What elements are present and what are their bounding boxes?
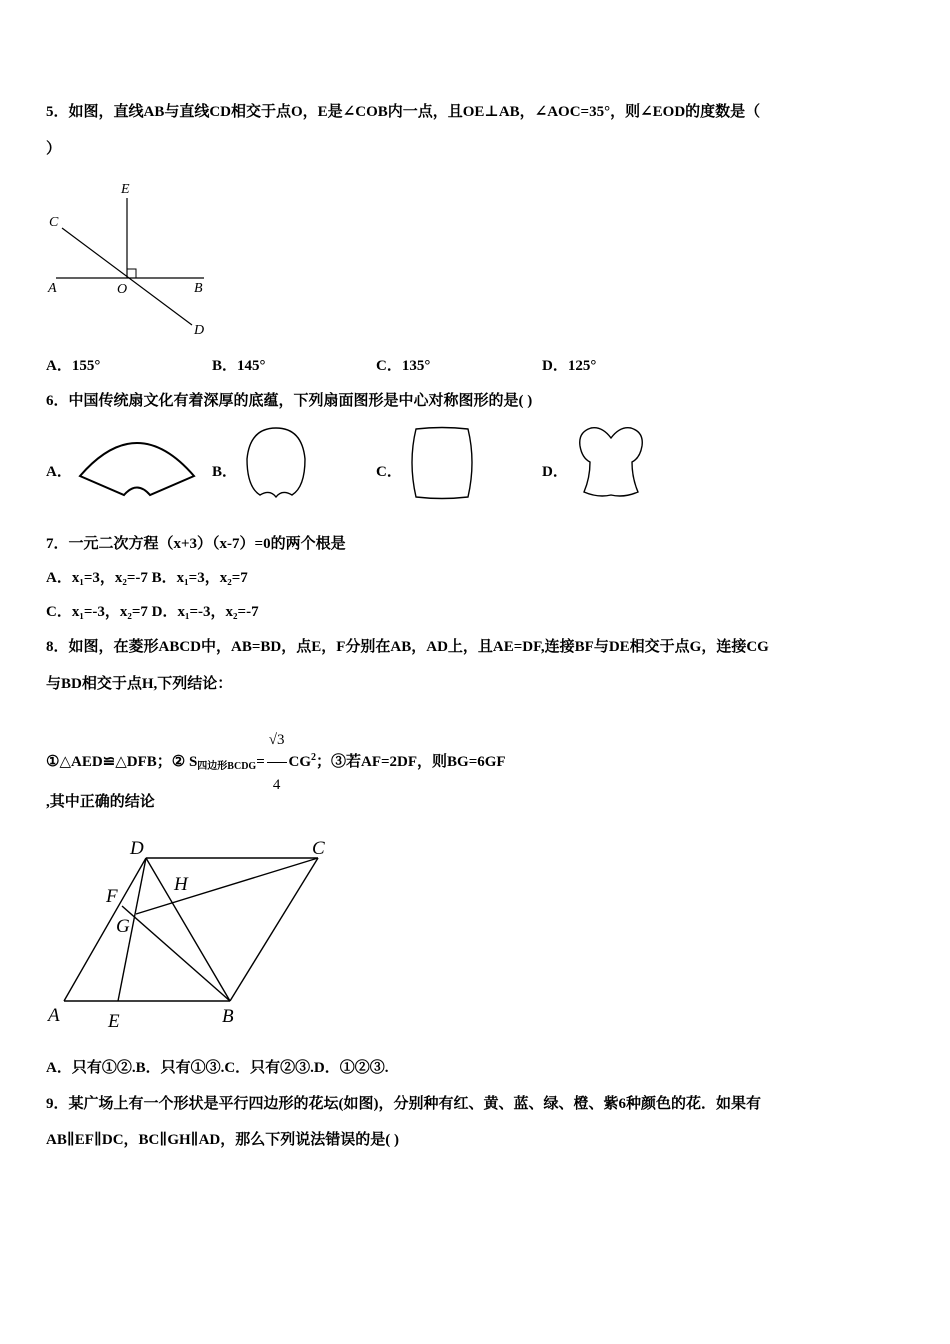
label-f: F (106, 886, 118, 907)
fraction (267, 718, 287, 807)
stmt-part2: CG (288, 753, 311, 770)
q9-text-line1: 9．某广场上有一个形状是平行四边形的花坛(如图)，分别种有红、黄、蓝、绿、橙、紫6种颜色的花．如果有 (46, 1096, 761, 1112)
stmt-part3: ；③若AF=2DF，则BG=6GF (316, 753, 506, 770)
label-c: C (49, 215, 59, 230)
q6-option-c: C． (376, 464, 402, 480)
label-g: G (116, 916, 130, 937)
q8-rhombus-figure (40, 830, 340, 1035)
label-e: E (121, 182, 130, 197)
right-angle-mark (127, 269, 136, 278)
q7-text: 7．一元二次方程（x+3）（x-7）=0的两个根是 (46, 536, 346, 552)
fan-shape-a (76, 430, 198, 502)
fraction-denominator: 4 (272, 777, 281, 793)
q6-option-a: A． (46, 464, 72, 480)
q6-option-d: D． (542, 464, 568, 480)
q7-options-row2: C．x₁=-3，x₂=7 D．x₁=-3，x₂=-7 (46, 604, 259, 620)
fan-shape-b (244, 425, 308, 501)
q5-text-line2: ） (46, 141, 62, 157)
label-e: E (108, 1011, 120, 1032)
q6-option-b: B． (212, 464, 238, 480)
label-c: C (312, 838, 325, 859)
label-b: B (194, 281, 203, 296)
q7-options-row1: A．x₁=3，x₂=-7 B．x₁=3，x₂=7 (46, 570, 248, 586)
label-d: D (194, 323, 205, 338)
q8-text-line1: 8．如图，在菱形ABCD中，AB=BD，点E，F分别在AB，AD上，且AE=DF,连接BF与DE相交于点G，连接CG (46, 639, 769, 655)
q5-option-a: A．155° (46, 358, 101, 374)
stmt-eq: = (256, 753, 265, 770)
q5-figure (40, 175, 230, 345)
q6-text: 6．中国传统扇文化有着深厚的底蕴，下列扇面图形是中心对称图形的是( ) (46, 393, 533, 409)
label-d: D (130, 838, 144, 859)
q8-text-line2: 与BD相交于点H,下列结论： (46, 676, 233, 692)
fan-shape-c (406, 424, 478, 502)
q5-option-c: C．135° (376, 358, 431, 374)
fraction-numerator: √3 (267, 718, 287, 763)
q5-option-b: B．145° (212, 358, 266, 374)
label-b: B (222, 1006, 234, 1027)
fan-shape-d (574, 424, 648, 500)
q9-text-line2: AB∥EF∥DC，BC∥GH∥AD，那么下列说法错误的是( ) (46, 1132, 400, 1148)
q5-option-d: D．125° (542, 358, 597, 374)
label-a: A (48, 1005, 60, 1026)
label-a: A (48, 281, 57, 296)
stmt-part1: ①△AED≌△DFB；② S (46, 753, 198, 770)
label-h: H (174, 874, 188, 895)
q8-text-line4: ,其中正确的结论 (46, 794, 155, 810)
q8-options: A．只有①②.B．只有①③.C．只有②③.D．①②③. (46, 1060, 389, 1076)
label-o: O (117, 282, 128, 297)
stmt-sup: 2 (311, 751, 316, 763)
q5-text-line1: 5．如图，直线AB与直线CD相交于点O，E是∠COB内一点，且OE⊥AB，∠AOC=35°，则∠EOD的度数是（ (46, 104, 761, 120)
stmt-sub: 四边形BCDG (197, 760, 257, 772)
